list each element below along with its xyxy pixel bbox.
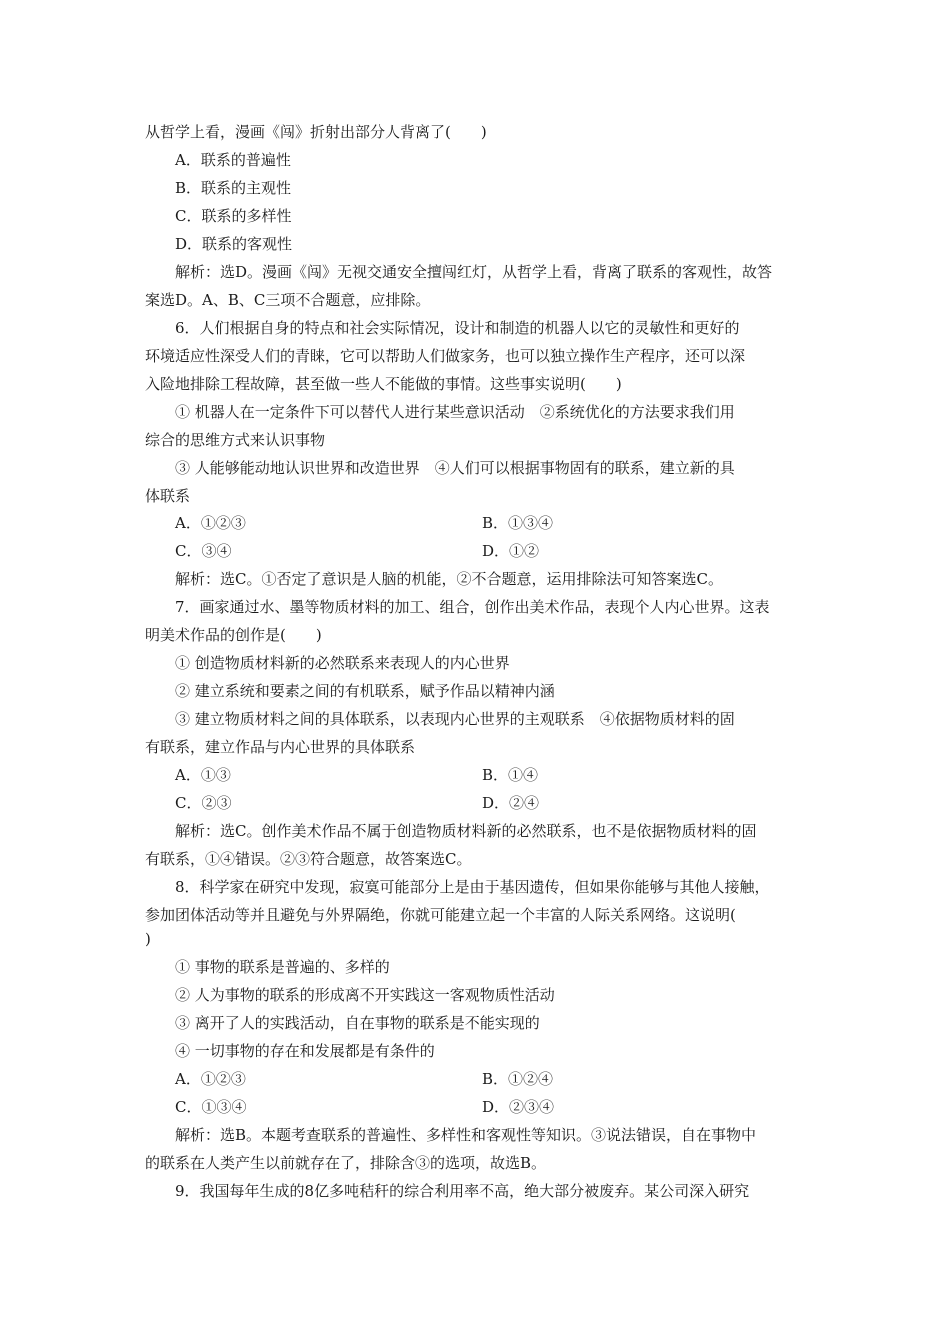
question-stem: 7．画家通过水、墨等物质材料的加工、组合，创作出美术作品，表现个人内心世界。这表 xyxy=(175,598,770,616)
option-d: D．联系的客观性 xyxy=(175,235,293,253)
option-b: B．①④ xyxy=(482,766,539,784)
option-d: D．①② xyxy=(482,542,540,560)
statement: 有联系，建立作品与内心世界的具体联系 xyxy=(145,738,416,756)
statement: 综合的思维方式来认识事物 xyxy=(145,431,326,449)
question-stem: 8．科学家在研究中发现，寂寞可能部分上是由于基因遗传，但如果你能够与其他人接触， xyxy=(175,878,770,896)
statement: ④ 一切事物的存在和发展都是有条件的 xyxy=(175,1042,435,1060)
question-stem: 9．我国每年生成的8亿多吨秸秆的综合利用率不高，绝大部分被废弃。某公司深入研究 xyxy=(175,1182,750,1200)
option-a: A．①③ xyxy=(175,766,231,784)
option-b: B．①③④ xyxy=(482,514,554,532)
statement: ① 创造物质材料新的必然联系来表现人的内心世界 xyxy=(175,654,510,672)
option-b: B．①②④ xyxy=(482,1070,554,1088)
option-d: D．②④ xyxy=(482,794,540,812)
option-c: C．①③④ xyxy=(175,1098,247,1116)
question-stem: 入险地排除工程故障，甚至做一些人不能做的事情。这些事实说明( ) xyxy=(145,375,622,393)
analysis-text: 解析：选B。本题考查联系的普遍性、多样性和客观性等知识。③说法错误，自在事物中 xyxy=(175,1126,757,1144)
statement: ① 机器人在一定条件下可以替代人进行某些意识活动 ②系统优化的方法要求我们用 xyxy=(175,403,735,421)
statement: 体联系 xyxy=(145,487,191,505)
analysis-text: 解析：选D。漫画《闯》无视交通安全擅闯红灯，从哲学上看，背离了联系的客观性，故答 xyxy=(175,263,773,281)
option-c: C．联系的多样性 xyxy=(175,207,292,225)
statement: ② 人为事物的联系的形成离不开实践这一客观物质性活动 xyxy=(175,986,555,1004)
question-stem: ) xyxy=(145,930,151,948)
question-stem: 明美术作品的创作是( ) xyxy=(145,626,322,644)
analysis-text: 案选D。A、B、C三项不合题意，应排除。 xyxy=(145,291,431,309)
option-d: D．②③④ xyxy=(482,1098,555,1116)
analysis-text: 解析：选C。创作美术作品不属于创造物质材料新的必然联系，也不是依据物质材料的固 xyxy=(175,822,757,840)
statement: ③ 人能够能动地认识世界和改造世界 ④人们可以根据事物固有的联系，建立新的具 xyxy=(175,459,735,477)
option-a: A．联系的普遍性 xyxy=(175,151,291,169)
question-stem: 6．人们根据自身的特点和社会实际情况，设计和制造的机器人以它的灵敏性和更好的 xyxy=(175,319,740,337)
option-c: C．②③ xyxy=(175,794,232,812)
question-stem: 从哲学上看，漫画《闯》折射出部分人背离了( ) xyxy=(145,123,487,141)
statement: ③ 建立物质材料之间的具体联系，以表现内心世界的主观联系 ④依据物质材料的固 xyxy=(175,710,735,728)
option-a: A．①②③ xyxy=(175,1070,246,1088)
analysis-text: 有联系，①④错误。②③符合题意，故答案选C。 xyxy=(145,850,472,868)
option-c: C．③④ xyxy=(175,542,232,560)
question-stem: 参加团体活动等并且避免与外界隔绝，你就可能建立起一个丰富的人际关系网络。这说明( xyxy=(145,906,736,924)
statement: ③ 离开了人的实践活动，自在事物的联系是不能实现的 xyxy=(175,1014,540,1032)
analysis-text: 的联系在人类产生以前就存在了，排除含③的选项，故选B。 xyxy=(145,1154,547,1172)
option-a: A．①②③ xyxy=(175,514,246,532)
statement: ② 建立系统和要素之间的有机联系，赋予作品以精神内涵 xyxy=(175,682,555,700)
analysis-text: 解析：选C。①否定了意识是人脑的机能，②不合题意，运用排除法可知答案选C。 xyxy=(175,570,723,588)
statement: ① 事物的联系是普遍的、多样的 xyxy=(175,958,390,976)
question-stem: 环境适应性深受人们的青睐，它可以帮助人们做家务，也可以独立操作生产程序，还可以深 xyxy=(145,347,746,365)
option-b: B．联系的主观性 xyxy=(175,179,292,197)
